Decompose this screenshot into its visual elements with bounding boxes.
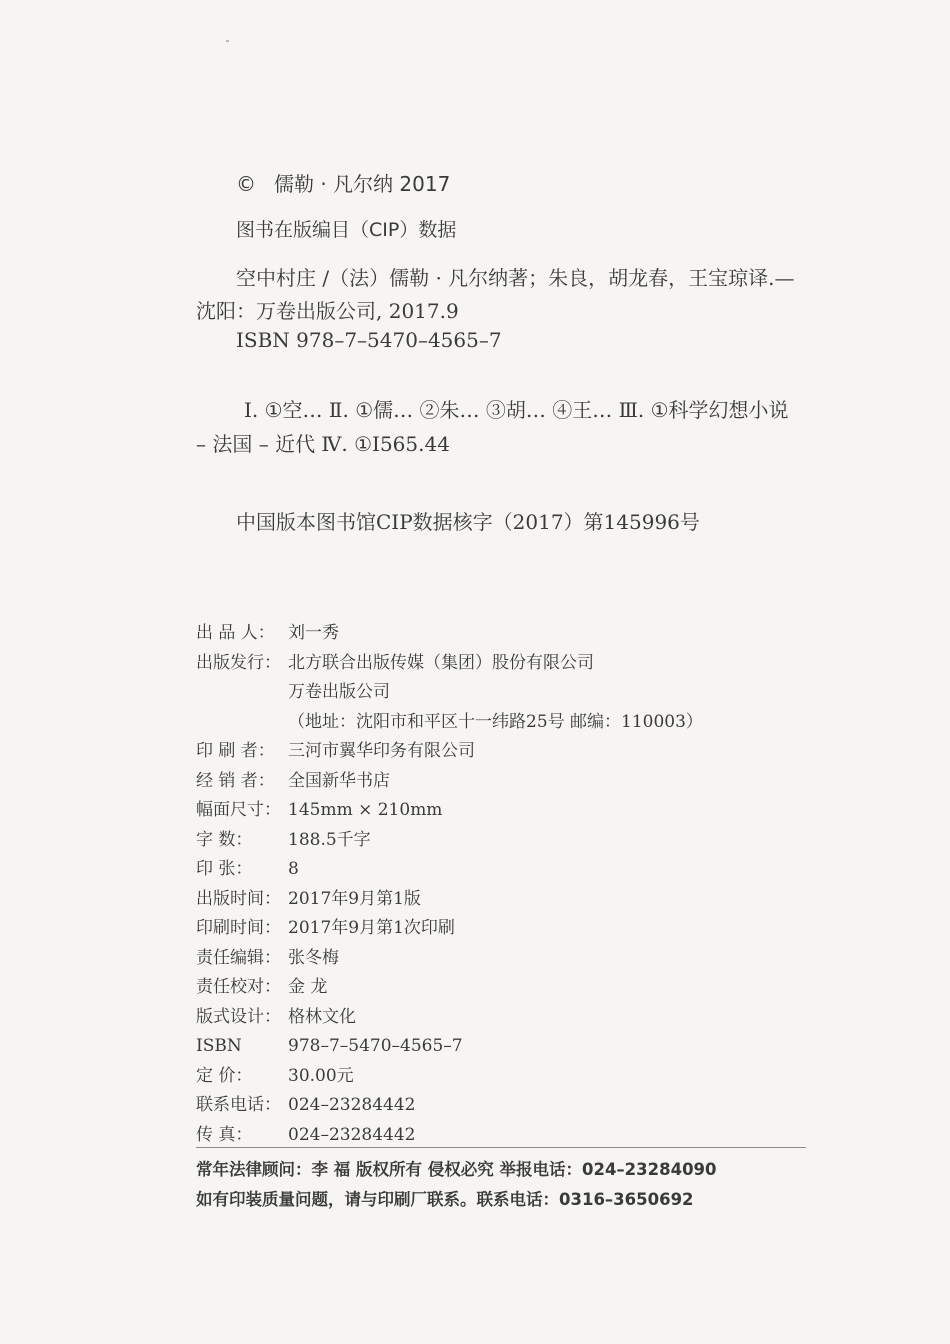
detail-row-editor: 责任编辑： 张冬梅: [196, 947, 339, 968]
copyright-notice: [236, 168, 450, 197]
cip-isbn-line: ISBN 978–7–5470–4565–7: [236, 328, 502, 352]
detail-row-design: 版式设计： 格林文化: [196, 1006, 356, 1027]
detail-row-pub-date: 出版时间： 2017年9月第1版: [196, 888, 421, 909]
copyright-symbol: ©: [236, 172, 256, 196]
detail-row-proofreader: 责任校对： 金 龙: [196, 977, 328, 997]
detail-row-sheets: 印 张： 8: [196, 859, 299, 879]
cip-core-number: 中国版本图书馆CIP数据核字（2017）第145996号: [236, 510, 700, 534]
detail-row-publisher-address: （地址：沈阳市和平区十一纬路25号 邮编：110003）: [288, 711, 703, 732]
cip-index-line: Ⅰ. ①空… Ⅱ. ①儒… ②朱… ③胡… ④王… Ⅲ. ①科学幻想小说: [244, 398, 789, 422]
footer-legal-line: 常年法律顾问：李 福 版权所有 侵权必究 举报电话：024–23284090: [196, 1160, 717, 1179]
footer-quality-line: 如有印装质量问题，请与印刷厂联系。联系电话：0316–3650692: [196, 1190, 694, 1209]
detail-row-price: 定 价： 30.00元: [196, 1065, 354, 1086]
detail-row-publisher: 出版发行： 北方联合出版传媒（集团）股份有限公司: [196, 652, 594, 673]
detail-row-phone: 联系电话： 024–23284442: [196, 1095, 416, 1115]
cip-heading: 图书在版编目（CIP）数据: [236, 219, 457, 241]
copyright-holder: 儒勒 · 凡尔纳 2017: [274, 172, 451, 196]
detail-row-word-count: 字 数： 188.5千字: [196, 829, 371, 850]
detail-row-isbn: ISBN 978–7–5470–4565–7: [196, 1036, 463, 1056]
detail-row-print-date: 印刷时间： 2017年9月第1次印刷: [196, 918, 455, 938]
detail-row-distributor: 经 销 者： 全国新华书店: [196, 770, 390, 791]
paper-speck: [226, 40, 229, 42]
detail-row-publisher-2: 万卷出版公司: [288, 682, 390, 702]
detail-row-fax: 传 真： 024–23284442: [196, 1124, 416, 1145]
detail-row-printer: 印 刷 者： 三河市翼华印务有限公司: [196, 741, 475, 761]
cip-title-line: 空中村庄 /（法）儒勒 · 凡尔纳著；朱良，胡龙春，王宝琼译.—: [236, 266, 795, 290]
cip-publisher-line: 沈阳：万卷出版公司, 2017.9: [196, 299, 459, 323]
footer-divider: [196, 1147, 806, 1148]
publication-details: [196, 619, 703, 1150]
detail-row-format: 幅面尺寸： 145mm × 210mm: [196, 800, 443, 820]
detail-row-producer: 出 品 人： 刘一秀: [196, 623, 339, 643]
cip-classification-line: – 法国 – 近代 Ⅳ. ①I565.44: [196, 432, 450, 456]
